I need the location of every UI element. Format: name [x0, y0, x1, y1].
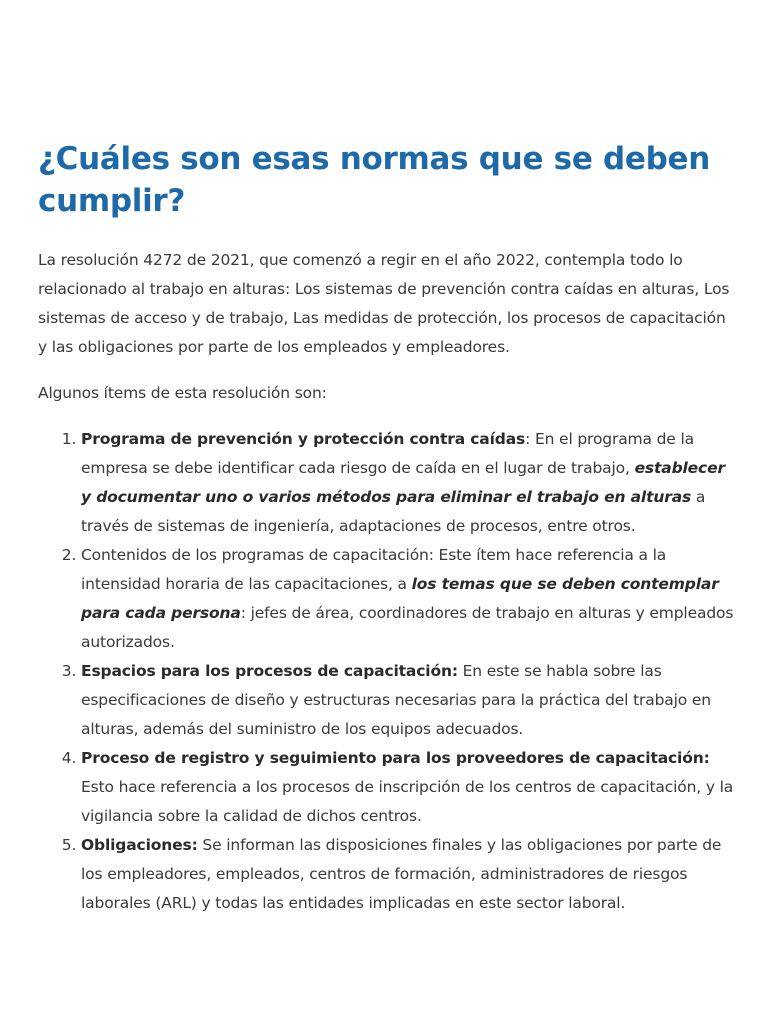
list-item-registration-process [81, 744, 738, 831]
section-heading: ¿Cuáles son esas normas que se deben cumplir? [38, 141, 711, 219]
item-title: Programa de prevención y protección contra caídas [81, 430, 526, 448]
item-title: Espacios para los procesos de capacitación: [81, 662, 458, 680]
list-item-training-contents [81, 541, 738, 657]
item-emphasis: establecer y documentar uno o varios métodos para eliminar el trabajo en alturas [81, 459, 725, 506]
item-emphasis: los temas que se deben contemplar para cada persona [81, 575, 719, 622]
item-title: Proceso de registro y seguimiento para los proveedores de capacitación: [81, 749, 710, 767]
item-text: : jefes de área, coordinadores de trabajo en alturas y empleados autorizados. [81, 604, 734, 651]
item-text: Contenidos de los programas de capacitación: Este ítem hace referencia a la intensidad horaria de las capacitaciones, a [81, 546, 667, 593]
norms-list [38, 425, 738, 918]
intro-paragraph: La resolución 4272 de 2021, que comenzó a regir en el año 2022, contempla todo lo relacionado al trabajo en alturas: Los sistemas de prevención contra caídas en alturas, Los sistemas de acceso y de trabajo, Las medidas de protección, los procesos de capacitación y las obligaciones por parte de los empleados y empleadores. [38, 251, 730, 356]
list-lead-paragraph: Algunos ítems de esta resolución son: [38, 384, 327, 402]
item-text: a través de sistemas de ingeniería, adaptaciones de procesos, entre otros. [81, 488, 706, 535]
list-item-prevention-program [81, 425, 738, 541]
list-item-obligations [81, 831, 738, 918]
item-title: Obligaciones: [81, 836, 198, 854]
list-item-training-spaces [81, 657, 738, 744]
item-text: : En el programa de la empresa se debe identificar cada riesgo de caída en el lugar de trabajo, [81, 430, 694, 477]
article [38, 138, 738, 918]
item-text: En este se habla sobre las especificaciones de diseño y estructuras necesarias para la práctica del trabajo en alturas, además del suministro de los equipos adecuados. [81, 662, 711, 738]
item-text: Esto hace referencia a los procesos de inscripción de los centros de capacitación, y la vigilancia sobre la calidad de dichos centros. [81, 778, 734, 825]
item-text: Se informan las disposiciones finales y las obligaciones por parte de los empleadores, empleados, centros de formación, administradores de riesgos laborales (ARL) y todas las entidades implicadas en este sector laboral. [81, 836, 722, 912]
